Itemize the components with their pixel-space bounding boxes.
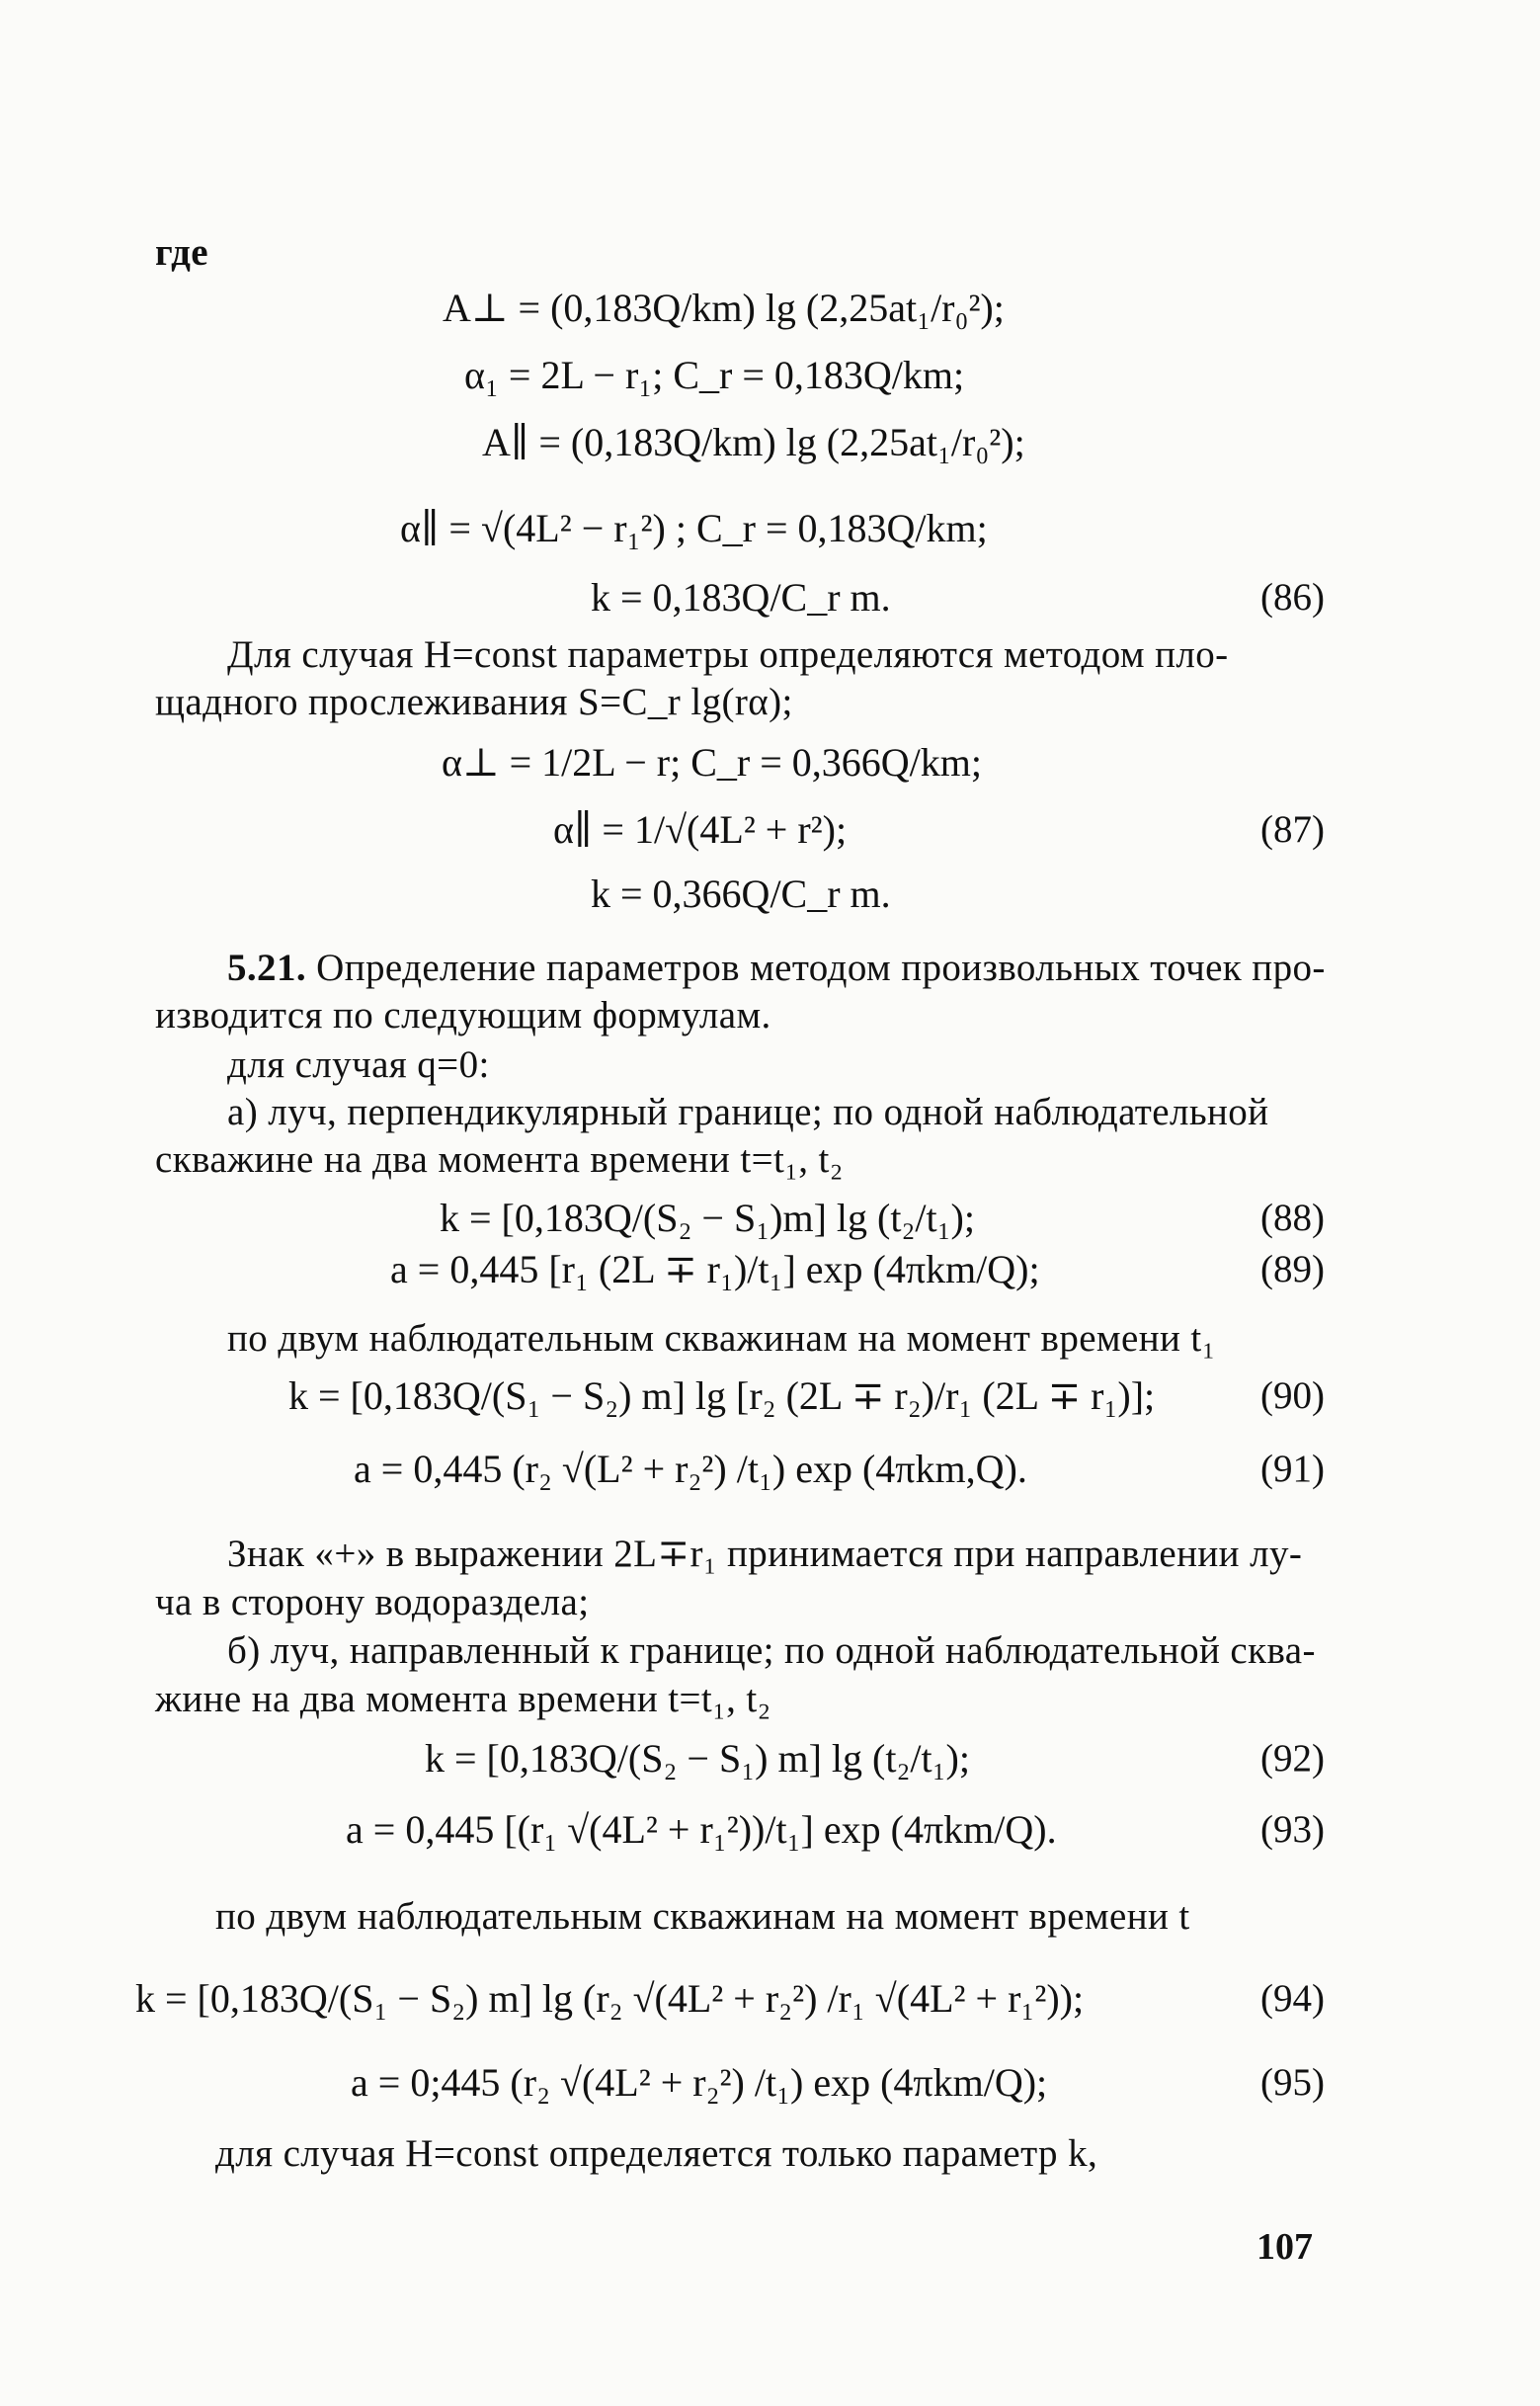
paragraph-two-wells-t: по двум наблюдательным скважинам на момент времени t bbox=[215, 1895, 1190, 1938]
equation-number-92: (92) bbox=[1260, 1737, 1325, 1780]
equation-number-93: (93) bbox=[1260, 1808, 1325, 1851]
equation-a-parallel: A∥ = (0,183Q/km) lg (2,25at₁/r₀²); bbox=[482, 420, 1025, 464]
equation-89: a = 0,445 [r₁ (2L ∓ r₁)/t₁] exp (4πkm/Q); bbox=[390, 1247, 1040, 1291]
equation-alpha-perp-87: α⊥ = 1/2L − r; C_r = 0,366Q/km; bbox=[442, 740, 982, 785]
paragraph-h-const-line1: Для случая H=const параметры определяются методом пло- bbox=[227, 633, 1229, 676]
paragraph-two-wells-t1: по двум наблюдательным скважинам на момент времени t₁ bbox=[227, 1317, 1216, 1360]
equation-92: k = [0,183Q/(S₂ − S₁) m] lg (t₂/t₁); bbox=[425, 1736, 970, 1781]
equation-alpha-parallel: α∥ = √(4L² − r₁²) ; C_r = 0,183Q/km; bbox=[400, 506, 988, 550]
equation-alpha1: α₁ = 2L − r₁; C_r = 0,183Q/km; bbox=[464, 353, 965, 397]
paragraph-sign-line2: ча в сторону водораздела; bbox=[155, 1581, 590, 1623]
equation-number-86: (86) bbox=[1260, 576, 1325, 619]
equation-95: a = 0;445 (r₂ √(4L² + r₂²) /t₁) exp (4πkm/Q); bbox=[351, 2060, 1048, 2105]
equation-number-87: (87) bbox=[1260, 808, 1325, 851]
item-b-line1: б) луч, направленный к границе; по одной наблюдательной сква- bbox=[227, 1629, 1316, 1672]
page-number: 107 bbox=[1256, 2226, 1313, 2268]
case-q-zero: для случая q=0: bbox=[227, 1043, 490, 1086]
section-line2: изводится по следующим формулам. bbox=[155, 994, 771, 1037]
equation-k-87: k = 0,366Q/C_r m. bbox=[591, 871, 891, 916]
equation-number-94: (94) bbox=[1260, 1977, 1325, 2020]
equation-k-86: k = 0,183Q/C_r m. bbox=[591, 575, 891, 620]
item-a-line1: а) луч, перпендикулярный границе; по одной наблюдательной bbox=[227, 1091, 1269, 1133]
equation-number-91: (91) bbox=[1260, 1448, 1325, 1490]
paragraph-h-const-line2: щадного прослеживания S=C_r lg(rα); bbox=[155, 681, 793, 723]
item-b-line2: жине на два момента времени t=t₁, t₂ bbox=[155, 1678, 771, 1720]
equation-91: a = 0,445 (r₂ √(L² + r₂²) /t₁) exp (4πkm,Q). bbox=[354, 1447, 1027, 1491]
item-a-line2: скважине на два момента времени t=t₁, t₂ bbox=[155, 1138, 844, 1181]
equation-number-88: (88) bbox=[1260, 1197, 1325, 1239]
section-first-line: Определение параметров методом произвольных точек про- bbox=[316, 947, 1326, 989]
word-where: где bbox=[155, 231, 209, 274]
paragraph-h-const-k: для случая H=const определяется только параметр k, bbox=[215, 2132, 1098, 2175]
equation-alpha-parallel-87: α∥ = 1/√(4L² + r²); bbox=[553, 807, 848, 852]
equation-94: k = [0,183Q/(S₁ − S₂) m] lg (r₂ √(4L² + r₂²) /r₁ √(4L² + r₁²)); bbox=[135, 1976, 1085, 2021]
equation-a-perp: A⊥ = (0,183Q/km) lg (2,25at₁/r₀²); bbox=[443, 286, 1005, 330]
section-5-21-line1 bbox=[227, 949, 1326, 987]
section-number: 5.21. bbox=[227, 947, 306, 989]
paragraph-sign-line1: Знак «+» в выражении 2L∓r₁ принимается при направлении лу- bbox=[227, 1533, 1303, 1575]
equation-90: k = [0,183Q/(S₁ − S₂) m] lg [r₂ (2L ∓ r₂)/r₁ (2L ∓ r₁)]; bbox=[288, 1373, 1156, 1418]
equation-number-89: (89) bbox=[1260, 1248, 1325, 1290]
equation-number-90: (90) bbox=[1260, 1374, 1325, 1417]
equation-88: k = [0,183Q/(S₂ − S₁)m] lg (t₂/t₁); bbox=[440, 1196, 975, 1240]
equation-number-95: (95) bbox=[1260, 2061, 1325, 2104]
equation-93: a = 0,445 [(r₁ √(4L² + r₁²))/t₁] exp (4πkm/Q). bbox=[346, 1807, 1057, 1852]
